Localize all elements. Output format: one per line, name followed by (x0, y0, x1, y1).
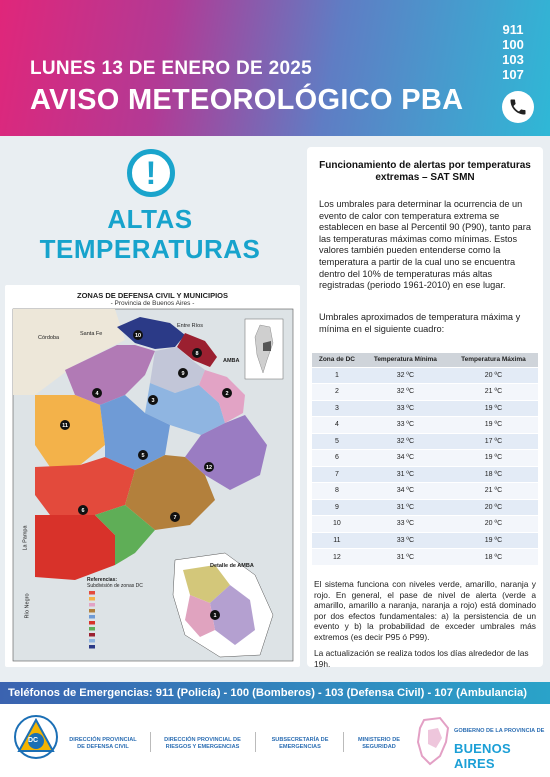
table-row (312, 466, 538, 483)
zone-cell: 8 (312, 483, 362, 500)
map-label-entre-rios: Entre Ríos (177, 323, 203, 329)
org-ministerio-seguridad (348, 737, 410, 751)
alert-title-line2: TEMPERATURAS (39, 234, 261, 264)
min-temp-cell: 34 ºC (362, 483, 449, 500)
phone-icon (502, 91, 534, 123)
max-temp-cell: 17 ºC (449, 433, 538, 450)
info-paragraph-thresholds: Umbrales aproximados de temperatura máxima y mínima en el siguiente cuadro: (319, 312, 521, 334)
max-temp-cell: 20 ºC (449, 516, 538, 533)
dc-logo-text: DC (28, 737, 39, 744)
svg-text:8: 8 (195, 351, 199, 357)
svg-text:10: 10 (134, 333, 142, 339)
org-defensa-civil (63, 737, 143, 751)
table-row (312, 417, 538, 434)
info-paragraph-levels: El sistema funciona con niveles verde, amarillo, naranja y rojo. En general, el pase de nivel de alerta (verde a amarillo, amarillo a naranja, naranja a rojo) está dominado por dos efectos fundamentales: a) la persistencia de un evento y b) la probabilidad de exceder umbrales más extremos (es decir P95 ó P99). (314, 579, 536, 642)
alert-exclamation-icon: ! (127, 149, 175, 197)
map-label-cordoba: Córdoba (38, 335, 60, 341)
min-temp-cell: 32 ºC (362, 384, 449, 401)
phone-number: 911 (502, 22, 524, 37)
min-temp-cell: 34 ºC (362, 450, 449, 467)
max-temp-cell: 19 ºC (449, 400, 538, 417)
header-banner (0, 0, 550, 136)
org-line: DIRECCIÓN PROVINCIAL (69, 737, 137, 743)
max-temp-cell: 20 ºC (449, 367, 538, 384)
zone-cell: 6 (312, 450, 362, 467)
emergency-numbers (496, 22, 530, 82)
min-temp-cell: 32 ºC (362, 433, 449, 450)
max-temp-cell: 18 ºC (449, 466, 538, 483)
org-line: EMERGENCIAS (279, 744, 321, 750)
alert-title-line1: ALTAS (107, 204, 193, 234)
table-row (312, 400, 538, 417)
zone-cell: 4 (312, 417, 362, 434)
svg-text:2: 2 (225, 391, 229, 397)
phone-number: 103 (502, 52, 524, 67)
zone-cell: 10 (312, 516, 362, 533)
table-row (312, 367, 538, 384)
max-temp-cell: 19 ºC (449, 417, 538, 434)
svg-text:1: 1 (213, 613, 217, 619)
map-subtitle: - Provincia de Buenos Aires - (110, 300, 195, 307)
info-paragraph-percentile: Los umbrales para determinar la ocurrencia de un evento de calor con temperatura extrema se establecen en base al Percentil 90 (P90), tanto para las temperaturas máximas como mínimas. Estos valores también pueden entenderse como la temperatura a partir de la cual uno se encuentra dentro del 10% de temperaturas más altas registradas (periodo 1961-2010) en ese lugar. (319, 199, 531, 291)
max-temp-cell: 19 ºC (449, 532, 538, 549)
divider (255, 732, 256, 752)
svg-text:4: 4 (95, 391, 99, 397)
org-line: SEGURIDAD (362, 744, 396, 750)
table-header-row (312, 353, 538, 367)
gov-caption: GOBIERNO DE LA PROVINCIA DE (454, 728, 545, 734)
min-temp-cell: 31 ºC (362, 499, 449, 516)
org-line: DIRECCIÓN PROVINCIAL DE (164, 737, 241, 743)
min-temp-cell: 31 ºC (362, 466, 449, 483)
zone-cell: 12 (312, 549, 362, 566)
zone-cell: 9 (312, 499, 362, 516)
map-legend-subtitle: Subdivisión de zonas DC (87, 583, 143, 589)
info-paragraph-update: La actualización se realiza todos los días alrededor de las 19h. (314, 648, 529, 669)
alert-info-panel (307, 147, 543, 667)
max-temp-cell: 21 ºC (449, 384, 538, 401)
min-temp-cell: 31 ºC (362, 549, 449, 566)
page-title: AVISO METEOROLÓGICO PBA (30, 84, 464, 116)
max-temp-cell: 20 ºC (449, 499, 538, 516)
table-row (312, 450, 538, 467)
svg-text:9: 9 (181, 371, 185, 377)
map-label-rio-negro: Río Negro (24, 593, 31, 619)
column-header: Temperatura Mínima (362, 353, 449, 367)
table-row (312, 549, 538, 566)
zone-cell: 1 (312, 367, 362, 384)
zone-cell: 5 (312, 433, 362, 450)
alert-title (10, 204, 290, 264)
table-row (312, 532, 538, 549)
zones-map (5, 285, 300, 667)
max-temp-cell: 18 ºC (449, 549, 538, 566)
zone-cell: 7 (312, 466, 362, 483)
province-shape-icon (416, 716, 452, 766)
table-row (312, 483, 538, 500)
svg-text:3: 3 (151, 398, 155, 404)
phone-number: 100 (502, 37, 524, 52)
svg-text:6: 6 (81, 508, 85, 514)
org-line: MINISTERIO DE (358, 737, 400, 743)
table-row (312, 384, 538, 401)
emergency-phones-bar: Teléfonos de Emergencias: 911 (Policía) - 100 (Bomberos) - 103 (Defensa Civil) - 107 (Ambulancia) (0, 682, 550, 704)
zone-cell: 3 (312, 400, 362, 417)
province-map-graphic (5, 285, 300, 667)
org-line: RIESGOS Y EMERGENCIAS (165, 744, 240, 750)
zone-cell: 11 (312, 532, 362, 549)
column-header: Zona de DC (312, 353, 362, 367)
org-subsecretaria (260, 737, 340, 751)
map-legend (87, 577, 143, 589)
min-temp-cell: 33 ºC (362, 400, 449, 417)
svg-text:11: 11 (62, 423, 68, 429)
footer-logos (0, 704, 550, 777)
map-label-santa-fe: Santa Fe (80, 331, 103, 337)
column-header: Temperatura Máxima (449, 353, 538, 367)
min-temp-cell: 33 ºC (362, 417, 449, 434)
svg-text:7: 7 (173, 515, 177, 521)
info-heading: Funcionamiento de alertas por temperaturas extremas – SAT SMN (319, 160, 531, 183)
alert-date: LUNES 13 DE ENERO DE 2025 (30, 58, 313, 79)
gov-name: BUENOS AIRES (454, 741, 511, 771)
zone-cell: 2 (312, 384, 362, 401)
min-temp-cell: 33 ºC (362, 532, 449, 549)
map-label-amba-detail: Detalle de AMBA (210, 563, 254, 569)
svg-text:5: 5 (141, 453, 145, 459)
map-label-la-pampa: La Pampa (22, 525, 29, 551)
max-temp-cell: 19 ºC (449, 450, 538, 467)
svg-text:12: 12 (205, 465, 213, 471)
thresholds-table (312, 353, 538, 565)
phone-number: 107 (502, 67, 524, 82)
min-temp-cell: 32 ºC (362, 367, 449, 384)
org-line: DE DEFENSA CIVIL (77, 744, 129, 750)
map-legend-title: Referencias: (87, 577, 118, 583)
map-label-amba: AMBA (223, 358, 240, 364)
max-temp-cell: 21 ºC (449, 483, 538, 500)
org-riesgos-emergencias (155, 737, 250, 751)
min-temp-cell: 33 ºC (362, 516, 449, 533)
org-line: SUBSECRETARÍA DE (271, 737, 329, 743)
table-row (312, 499, 538, 516)
divider (150, 732, 151, 752)
table-row (312, 516, 538, 533)
map-title: ZONAS DE DEFENSA CIVIL Y MUNICIPIOS (77, 291, 228, 300)
divider (343, 732, 344, 752)
table-row (312, 433, 538, 450)
